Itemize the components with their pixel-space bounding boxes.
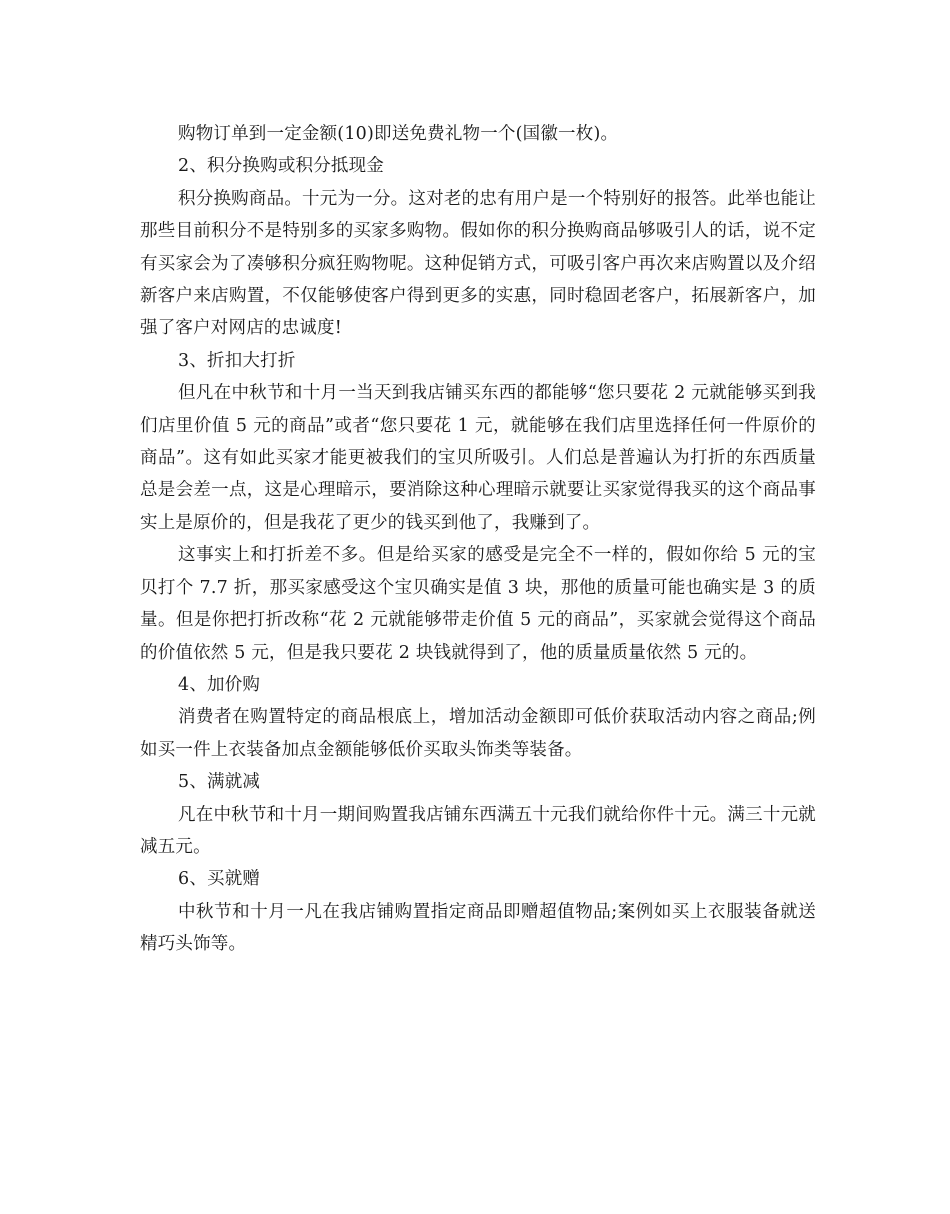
paragraph-add-price: 消费者在购置特定的商品根底上，增加活动金额即可低价获取活动内容之商品;例如买一件上衣装备加点金额能够低价买取头饰类等装备。 — [140, 707, 816, 760]
section-heading-discount: 3、折扣大打折 — [178, 350, 296, 371]
paragraph-discount: 但凡在中秋节和十月一当天到我店铺买东西的都能够“您只要花 2 元就能够买到我们店里价值 5 元的商品”或者“您只要花 1 元，就能够在我们店里选择任何一件原价的商品”。这有如此买家才能更被我们的宝贝所吸引。人们总是普遍认为打折的东西质量总是会差一点，这是心理暗示，要消除这种心理暗示就要让买家觉得我买的这个商品事实上是原价的，但是我花了更少的钱买到他了，我赚到了。 — [140, 383, 816, 533]
paragraph-full-reduction: 凡在中秋节和十月一期间购置我店铺东西满五十元我们就给你件十元。满三十元就减五元。 — [140, 804, 816, 857]
section-heading-points: 2、积分换购或积分抵现金 — [178, 156, 385, 177]
document-body — [140, 118, 816, 961]
section-heading-buy-gift: 6、买就赠 — [178, 869, 261, 890]
section-heading-add-price: 4、加价购 — [178, 674, 261, 695]
paragraph-buy-gift: 中秋节和十月一凡在我店铺购置指定商品即赠超值物品;案例如买上衣服装备就送精巧头饰等。 — [140, 901, 816, 955]
paragraph-discount-detail: 这事实上和打折差不多。但是给买家的感受是完全不一样的，假如你给 5 元的宝贝打个 7.7 折，那买家感受这个宝贝确实是值 3 块，那他的质量可能也确实是 3 的质量。但是你把打折改称“花 2 元就能够带走价值 5 元的商品”，买家就会觉得这个商品的价值依然 5 元，但是我只要花 2 块钱就得到了，他的质量质量依然 5 元的。 — [140, 545, 816, 663]
paragraph-points: 积分换购商品。十元为一分。这对老的忠有用户是一个特别好的报答。此举也能让那些目前积分不是特别多的买家多购物。假如你的积分换购商品够吸引人的话，说不定有买家会为了凑够积分疯狂购物呢。这种促销方式，可吸引客户再次来店购置以及介绍新客户来店购置，不仅能够使客户得到更多的实惠，同时稳固老客户，拓展新客户，加强了客户对网店的忠诚度! — [140, 188, 816, 339]
paragraph-gift-order: 购物订单到一定金额(10)即送免费礼物一个(国徽一枚)。 — [178, 124, 619, 144]
section-heading-full-reduction: 5、满就减 — [178, 772, 261, 793]
